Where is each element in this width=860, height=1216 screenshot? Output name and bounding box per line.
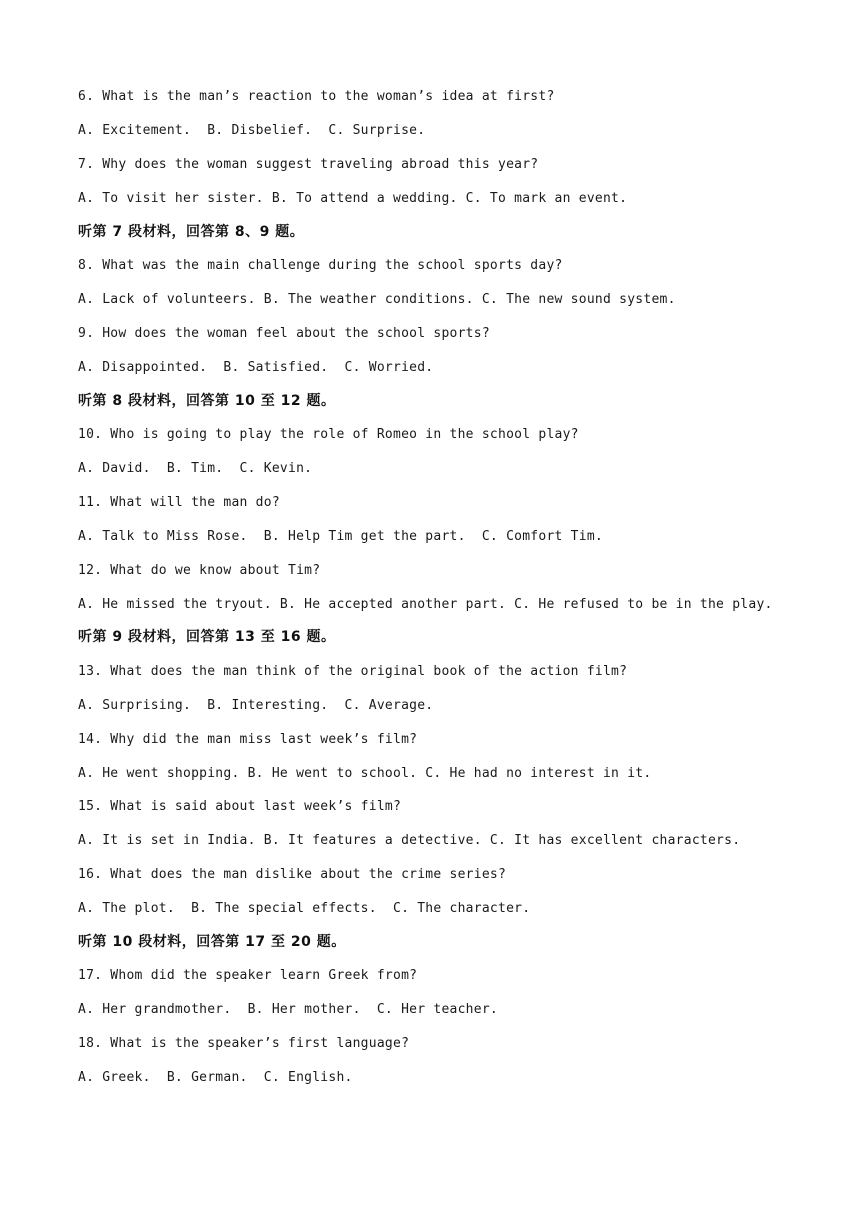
question-6: 6. What is the man’s reaction to the woman’s idea at first?: [78, 89, 555, 104]
options-16: A. The plot. B. The special effects. C. The character.: [78, 901, 531, 916]
options-6: A. Excitement. B. Disbelief. C. Surprise.: [78, 123, 426, 138]
options-9: A. Disappointed. B. Satisfied. C. Worried.: [78, 360, 434, 375]
question-13: 13. What does the man think of the original book of the action film?: [78, 664, 628, 679]
section-heading-9: 听第 9 段材料，回答第 13 至 16 题。: [78, 629, 336, 645]
question-12: 12. What do we know about Tim?: [78, 563, 321, 578]
section-heading-8: 听第 8 段材料，回答第 10 至 12 题。: [78, 393, 336, 409]
section-heading-10: 听第 10 段材料，回答第 17 至 20 题。: [78, 934, 346, 950]
options-17: A. Her grandmother. B. Her mother. C. Her teacher.: [78, 1002, 498, 1017]
options-11: A. Talk to Miss Rose. B. Help Tim get the part. C. Comfort Tim.: [78, 529, 603, 544]
question-16: 16. What does the man dislike about the crime series?: [78, 867, 507, 882]
question-17: 17. Whom did the speaker learn Greek from?: [78, 968, 418, 983]
question-8: 8. What was the main challenge during the school sports day?: [78, 258, 563, 273]
section-heading-7: 听第 7 段材料，回答第 8、9 题。: [78, 224, 305, 240]
question-11: 11. What will the man do?: [78, 495, 280, 510]
question-14: 14. Why did the man miss last week’s film?: [78, 732, 418, 747]
options-15: A. It is set in India. B. It features a detective. C. It has excellent characters.: [78, 833, 741, 848]
options-14: A. He went shopping. B. He went to school. C. He had no interest in it.: [78, 766, 652, 781]
question-9: 9. How does the woman feel about the school sports?: [78, 326, 490, 341]
question-10: 10. Who is going to play the role of Romeo in the school play?: [78, 427, 579, 442]
options-7: A. To visit her sister. B. To attend a wedding. C. To mark an event.: [78, 191, 628, 206]
options-8: A. Lack of volunteers. B. The weather conditions. C. The new sound system.: [78, 292, 676, 307]
options-12: A. He missed the tryout. B. He accepted another part. C. He refused to be in the play.: [78, 597, 773, 612]
options-18: A. Greek. B. German. C. English.: [78, 1070, 353, 1085]
question-7: 7. Why does the woman suggest traveling abroad this year?: [78, 157, 539, 172]
options-10: A. David. B. Tim. C. Kevin.: [78, 461, 313, 476]
question-15: 15. What is said about last week’s film?: [78, 799, 402, 814]
question-18: 18. What is the speaker’s first language?: [78, 1036, 410, 1051]
options-13: A. Surprising. B. Interesting. C. Average.: [78, 698, 434, 713]
